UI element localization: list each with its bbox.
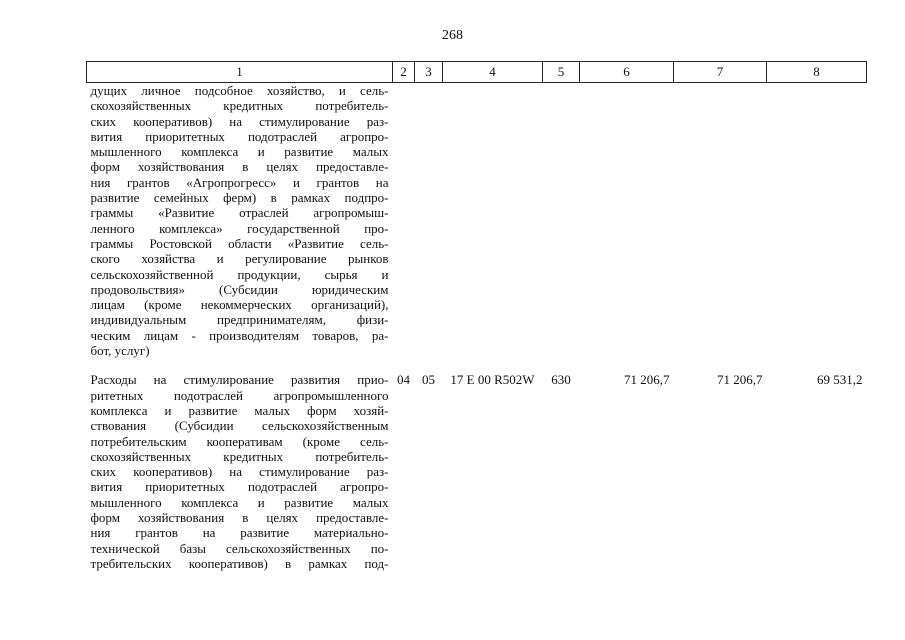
text-line: бот, услуг) xyxy=(90,343,150,359)
text-line: вития приоритетных подотраслей агропро- xyxy=(90,479,389,495)
amount-col8: 69 531,2 xyxy=(817,372,863,388)
column-header: 5 xyxy=(543,62,580,83)
row-spacer xyxy=(87,358,867,372)
text-line: вития приоритетных подотраслей агропро- xyxy=(90,128,389,144)
text-line: граммы Ростовской области «Развитие сель- xyxy=(90,235,389,251)
text-line: требительских кооперативов) в рамках под- xyxy=(90,555,389,571)
amount-col7 xyxy=(674,83,767,359)
text-line: сельскохозяйственной продукции, сырья и xyxy=(90,266,389,282)
text-line: продовольствия» (Субсидии юридическим xyxy=(90,281,389,297)
column-header: 4 xyxy=(443,62,543,83)
column-header: 8 xyxy=(767,62,867,83)
text-line: скохозяйственных кредитных потребитель- xyxy=(90,98,389,114)
amount-col7: 71 206,7 xyxy=(717,372,763,388)
text-line: граммы «Развитие отраслей агропромыш- xyxy=(90,205,389,221)
expense-type-code xyxy=(543,83,580,359)
table-row xyxy=(87,83,867,359)
row-description xyxy=(87,83,393,359)
text-line: форм хозяйствования в целях предоставле- xyxy=(90,159,389,175)
text-line: ских кооперативов) на стимулирование раз- xyxy=(90,113,389,129)
text-line: технической базы сельскохозяйственных по- xyxy=(90,540,389,556)
amount-col6: 71 206,7 xyxy=(624,372,670,388)
amount-col8 xyxy=(767,83,867,359)
text-line: ских кооперативов) на стимулирование раз- xyxy=(90,464,389,480)
text-line: Расходы на стимулирование развития прио- xyxy=(90,372,389,388)
row-description xyxy=(87,372,393,571)
text-line: мышленного комплекса и развитие малых xyxy=(90,494,389,510)
column-header: 1 xyxy=(87,62,393,83)
text-line: ского хозяйства и регулирование рынков xyxy=(90,251,389,267)
text-line: форм хозяйствования в целях предоставле- xyxy=(90,510,389,526)
section-code xyxy=(393,83,415,359)
text-line: скохозяйственных кредитных потребитель- xyxy=(90,448,389,464)
amount-col6 xyxy=(580,83,674,359)
text-line: комплекса и развитие малых форм хозяй- xyxy=(90,402,389,418)
text-line: дущих личное подсобное хозяйство, и сель- xyxy=(90,83,389,98)
subsection-code xyxy=(415,83,443,359)
text-line: ния грантов «Агропрогресс» и грантов на xyxy=(90,174,389,190)
subsection-code: 05 xyxy=(422,372,435,388)
text-line: ческим лицам - производителям товаров, ра- xyxy=(90,327,389,343)
text-line: ствования (Субсидии сельскохозяйственным xyxy=(90,418,389,434)
text-line: развитие семейных ферм) в рамках подпро- xyxy=(90,190,389,206)
budget-table xyxy=(86,61,867,571)
text-line: лицам (кроме некоммерческих организаций), xyxy=(90,297,389,313)
column-header: 6 xyxy=(580,62,674,83)
text-line: ленного комплекса» государственной про- xyxy=(90,220,389,236)
column-number-row xyxy=(87,62,867,83)
page-number: 268 xyxy=(442,28,463,43)
column-header: 2 xyxy=(393,62,415,83)
target-article-code: 17 Е 00 R502W xyxy=(450,372,535,388)
column-header: 3 xyxy=(415,62,443,83)
target-article-code xyxy=(443,83,543,359)
section-code: 04 xyxy=(397,372,410,388)
table-row xyxy=(87,372,867,571)
text-line: индивидуальным предпринимателям, физи- xyxy=(90,312,389,328)
column-header: 7 xyxy=(674,62,767,83)
text-line: ния грантов на развитие материально- xyxy=(90,525,389,541)
text-line: потребительским кооперативам (кроме сель- xyxy=(90,433,389,449)
text-line: ритетных подотраслей агропромышленного xyxy=(90,387,389,403)
expense-type-code: 630 xyxy=(551,372,571,388)
text-line: мышленного комплекса и развитие малых xyxy=(90,144,389,160)
